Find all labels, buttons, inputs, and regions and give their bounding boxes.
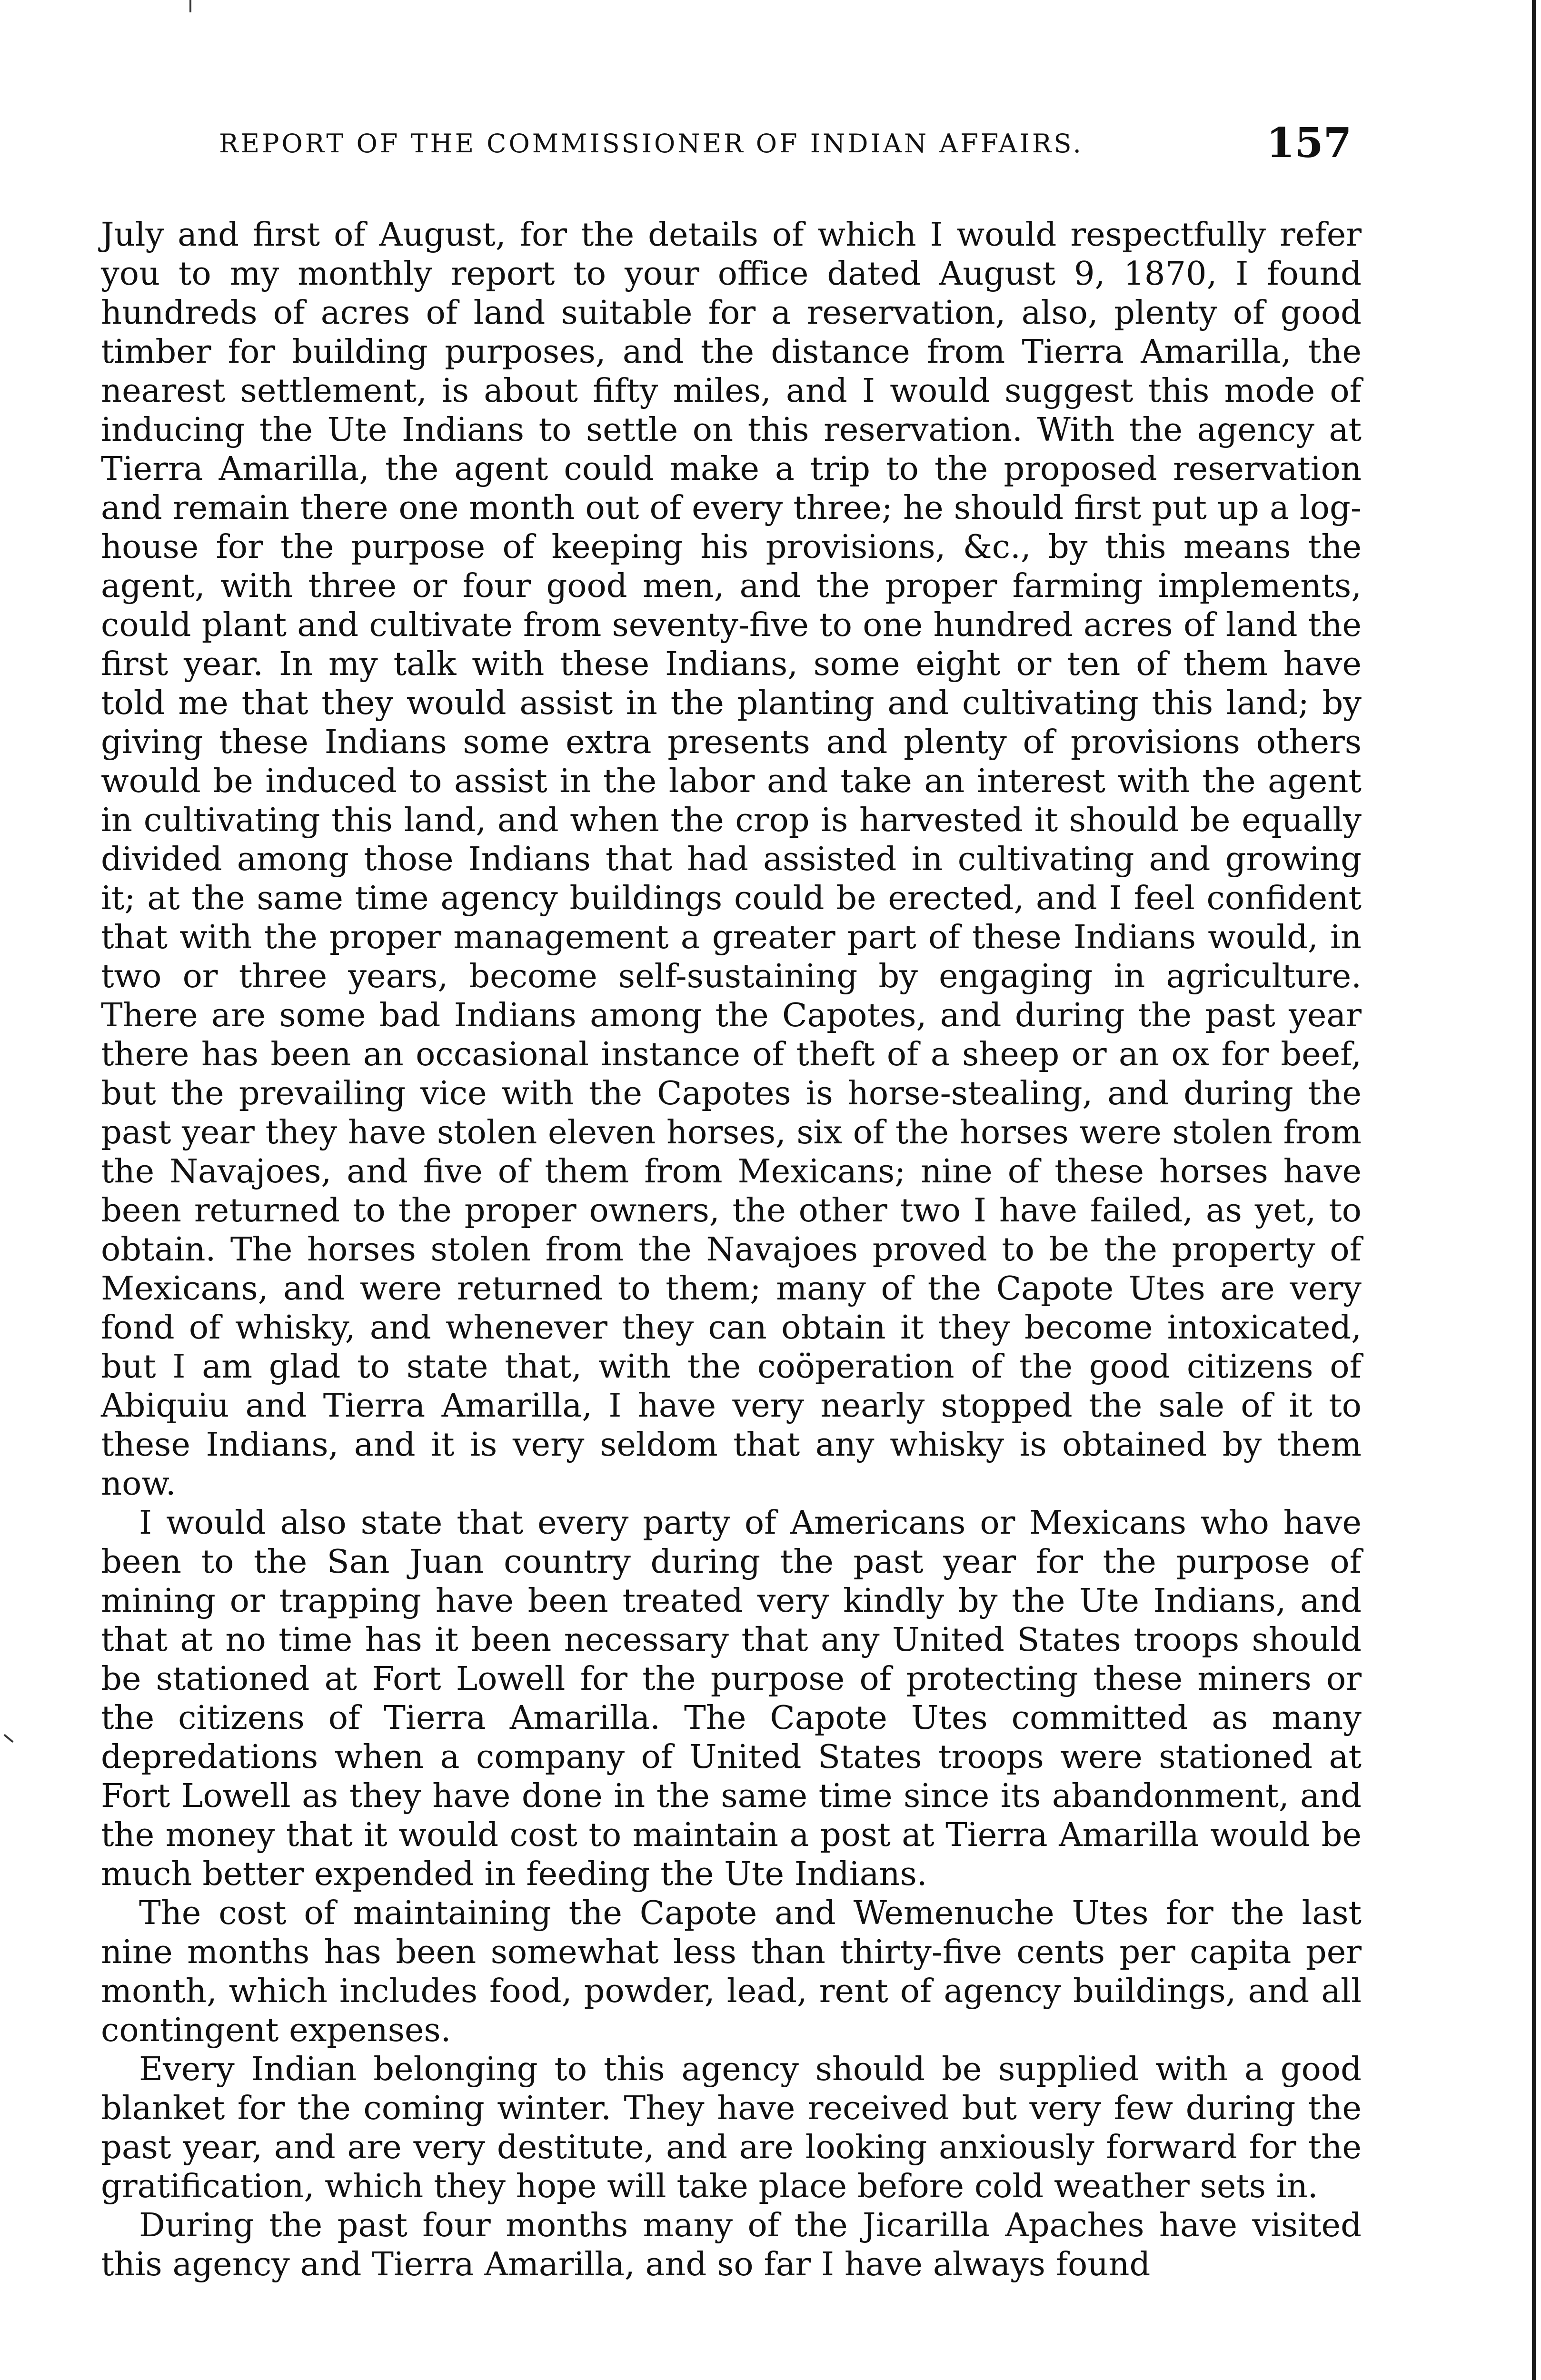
scan-mark: [4, 1734, 14, 1743]
paragraph: During the past four months many of the Jicarilla Apaches have visited this agency and Tierra Amarilla, and so far I have always found: [101, 2206, 1362, 2283]
page-number: 157: [1266, 119, 1352, 167]
paragraph: The cost of maintaining the Capote and Wemenuche Utes for the last nine months has been somewhat less than thirty-five cents per capita per month, which includes food, powder, lead, rent of agency buildings, and all contingent expenses.: [101, 1894, 1362, 2049]
running-header: REPORT OF THE COMMISSIONER OF INDIAN AFFAIRS.: [219, 129, 1084, 159]
body-text: [101, 215, 1362, 2284]
paragraph: July and first of August, for the details of which I would respectfully refer you to my monthly report to your office dated August 9, 1870, I found hundreds of acres of land suitable for a reservation, also, plenty of good timber for building purposes, and the distance from Tierra Amarilla, the nearest settlement, is about fifty miles, and I would suggest this mode of inducing the Ute Indians to settle on this reservation. With the agency at Tierra Amarilla, the agent could make a trip to the proposed reservation and remain there one month out of every three; he should first put up a log-house for the purpose of keeping his provisions, &c., by this means the agent, with three or four good men, and the proper farming implements, could plant and cultivate from seventy-five to one hundred acres of land the first year. In my talk with these Indians, some eight or ten of them have told me that they would assist in the planting and cultivating this land; by giving these Indians some extra presents and plenty of provisions others would be induced to assist in the labor and take an interest with the agent in cultivating this land, and when the crop is harvested it should be equally divided among those Indians that had assisted in cultivating and growing it; at the same time agency buildings could be erected, and I feel confident that with the proper management a greater part of these Indians would, in two or three years, become self-sustaining by engaging in agriculture. There are some bad Indians among the Capotes, and during the past year there has been an occasional instance of theft of a sheep or an ox for beef, but the prevailing vice with the Capotes is horse-stealing, and during the past year they have stolen eleven horses, six of the horses were stolen from the Navajoes, and five of them from Mexicans; nine of these horses have been returned to the proper owners, the other two I have failed, as yet, to obtain. The horses stolen from the Navajoes proved to be the property of Mexicans, and were returned to them; many of the Capote Utes are very fond of whisky, and whenever they can obtain it they become intoxicated, but I am glad to state that, with the coöperation of the good citizens of Abiquiu and Tierra Amarilla, I have very nearly stopped the sale of it to these Indians, and it is very seldom that any whisky is obtained by them now.: [101, 216, 1362, 1503]
scan-mark: [189, 0, 191, 12]
page-edge: [1532, 0, 1536, 2380]
paragraph: I would also state that every party of Americans or Mexicans who have been to the San Juan country during the past year for the purpose of mining or trapping have been treated very kindly by the Ute Indians, and that at no time has it been necessary that any United States troops should be stationed at Fort Lowell for the purpose of protecting these miners or the citizens of Tierra Amarilla. The Capote Utes committed as many depredations when a company of United States troops were stationed at Fort Lowell as they have done in the same time since its abandonment, and the money that it would cost to maintain a post at Tierra Amarilla would be much better expended in feeding the Ute Indians.: [101, 1504, 1362, 1893]
paragraph: Every Indian belonging to this agency should be supplied with a good blanket for the coming winter. They have received but very few during the past year, and are very destitute, and are looking anxiously forward for the gratification, which they hope will take place before cold weather sets in.: [101, 2050, 1362, 2205]
